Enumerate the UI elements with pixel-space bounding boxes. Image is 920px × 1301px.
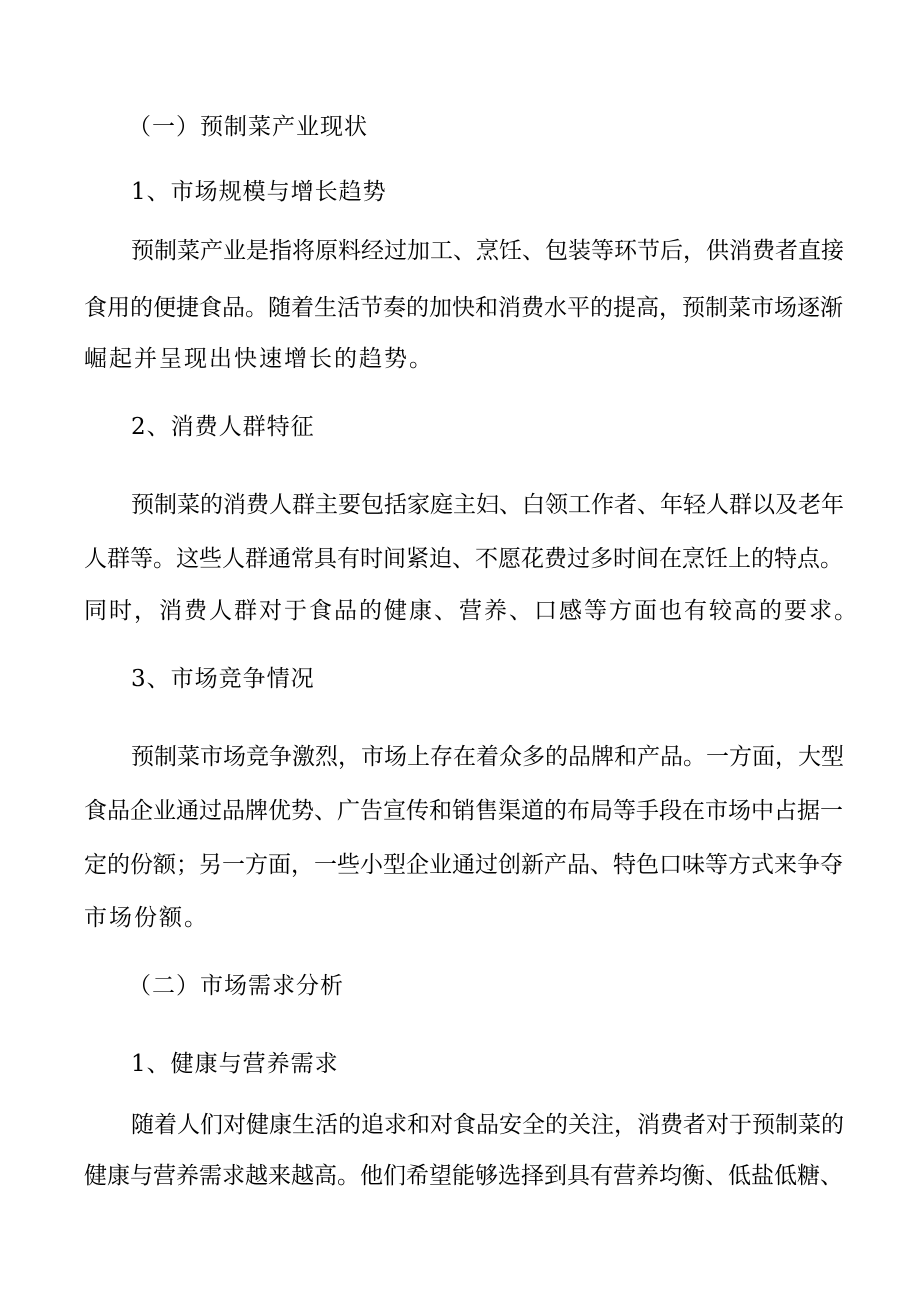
section-heading-2: （二）市场需求分析 [128, 973, 344, 999]
paragraph-line: 人群等。这些人群通常具有时间紧迫、不愿花费过多时间在烹饪上的特点。 [84, 546, 843, 572]
paragraph-line: 同时，消费人群对于食品的健康、营养、口感等方面也有较高的要求。 [84, 598, 859, 624]
paragraph-line: 健康与营养需求越来越高。他们希望能够选择到具有营养均衡、低盐低糖、 [84, 1163, 843, 1189]
paragraph-line: 食用的便捷食品。随着生活节奏的加快和消费水平的提高，预制菜市场逐渐 [84, 295, 843, 321]
paragraph-line: 食品企业通过品牌优势、广告宣传和销售渠道的布局等手段在市场中占据一 [84, 798, 843, 824]
paragraph-line: 崛起并呈现出快速增长的趋势。 [84, 346, 434, 372]
paragraph-line: 预制菜市场竞争激烈，市场上存在着众多的品牌和产品。一方面，大型 [131, 744, 844, 770]
paragraph-line: 市场份额。 [84, 905, 209, 931]
subheading-health-nutrition: 1、健康与营养需求 [131, 1051, 339, 1077]
subheading-market-scale: 1、市场规模与增长趋势 [131, 179, 387, 205]
paragraph-line: 随着人们对健康生活的追求和对食品安全的关注，消费者对于预制菜的 [131, 1112, 844, 1138]
subheading-consumer-groups: 2、消费人群特征 [131, 414, 315, 440]
section-heading-1: （一）预制菜产业现状 [128, 114, 368, 140]
paragraph-line: 预制菜的消费人群主要包括家庭主妇、白领工作者、年轻人群以及老年 [131, 492, 844, 518]
paragraph-line: 预制菜产业是指将原料经过加工、烹饪、包装等环节后，供消费者直接 [131, 238, 844, 264]
paragraph-line: 定的份额；另一方面，一些小型企业通过创新产品、特色口味等方式来争夺 [84, 852, 843, 878]
subheading-competition: 3、市场竞争情况 [131, 666, 315, 692]
